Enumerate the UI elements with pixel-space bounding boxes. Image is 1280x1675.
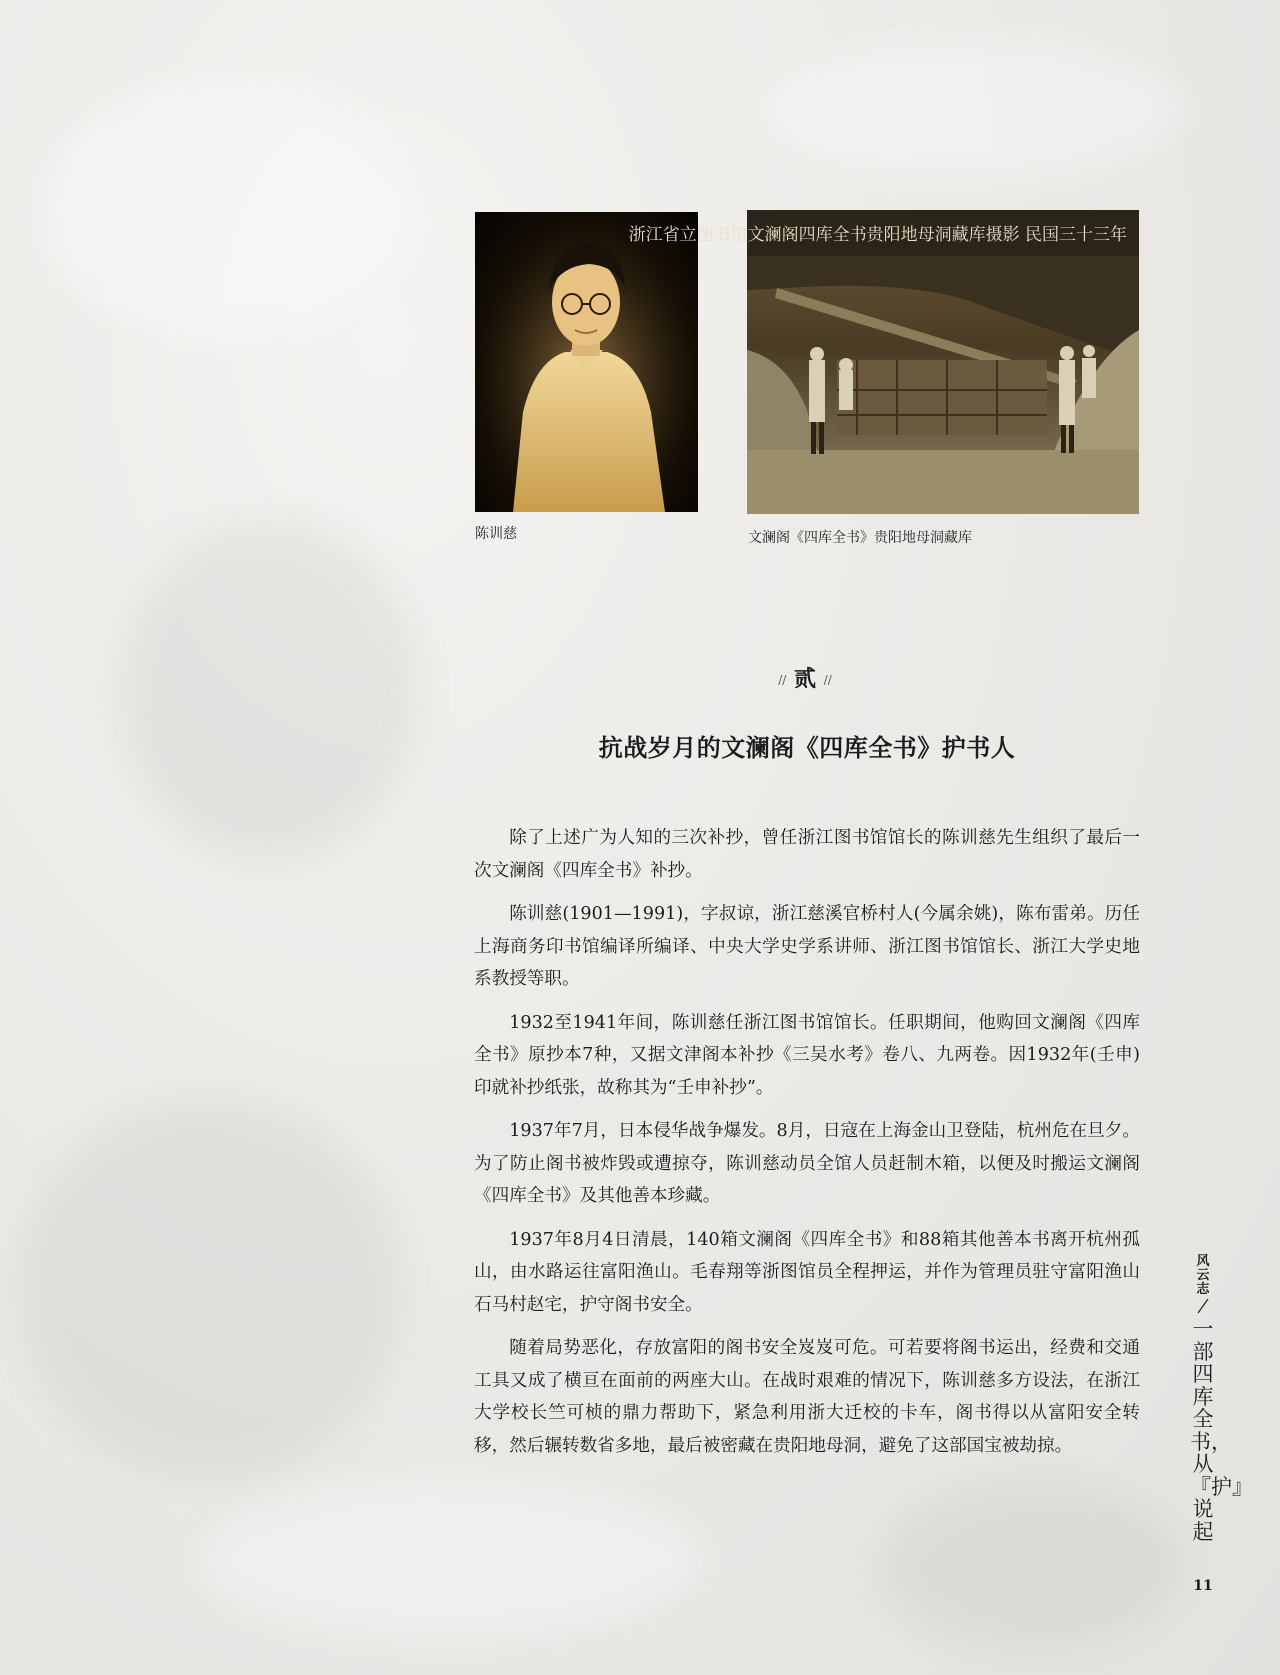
cave-inscription: 浙江省立图书馆文澜阁四库全书贵阳地母洞藏库摄影 民国三十三年 [628,225,1127,245]
article-body [474,822,1140,1473]
paragraph: 除了上述广为人知的三次补抄，曾任浙江图书馆馆长的陈训慈先生组织了最后一次文澜阁《四库全书》补抄。 [474,828,1140,881]
cave-caption: 文澜阁《四库全书》贵阳地母洞藏库 [748,529,972,545]
page-number: 11 [1193,1578,1213,1594]
slash-ornament: // [778,673,787,687]
divider-slash [1196,1298,1210,1314]
portrait-illustration [475,212,698,512]
section-numeral: 贰 [793,666,816,692]
paper-texture [200,1480,700,1640]
paragraph: 陈训慈(1901—1991)，字叔谅，浙江慈溪官桥村人(今属余姚)，陈布雷弟。历任上海商务印书馆编译所编译、中央大学史学系讲师、浙江图书馆馆长、浙江大学史地系教授等职。 [474,904,1140,989]
paragraph: 1937年8月4日清晨，140箱文澜阁《四库全书》和88箱其他善本书离开杭州孤山，由水路运往富阳渔山。毛春翔等浙图馆员全程押运，并作为管理员驻守富阳渔山石马村赵宅，护守阁书安全。 [474,1229,1140,1315]
paper-texture [760,40,1180,180]
running-title: 风云志 [1196,1254,1210,1297]
section-heading: 抗战岁月的文澜阁《四库全书》护书人 [598,733,1016,762]
cave-illustration [628,210,1139,514]
paper-texture [880,1480,1180,1650]
slash-ornament: // [823,673,832,687]
running-subtitle: 一部四库全书，从『护』说起 [1190,1317,1253,1544]
paper-texture [40,80,420,340]
cave-storage-photo [628,210,1139,514]
portrait-caption: 陈训慈 [475,525,517,541]
section-number [760,662,850,693]
paper-texture [20,1100,400,1480]
paragraph: 1932至1941年间，陈训慈任浙江图书馆馆长。任职期间，他购回文澜阁《四库全书》原抄本7种，又据文津阁本补抄《三吴水考》卷八、九两卷。因1932年(壬申)印就补抄纸张，故称其为“壬申补抄”。 [474,1012,1140,1098]
paragraph: 1937年7月，日本侵华战争爆发。8月，日寇在上海金山卫登陆，杭州危在旦夕。为了防止阁书被炸毁或遭掠夺，陈训慈动员全馆人员赶制木箱，以便及时搬运文澜阁《四库全书》及其他善本珍藏。 [474,1121,1140,1206]
paper-texture [120,520,420,860]
portrait-photo [475,212,698,512]
paragraph: 随着局势恶化，存放富阳的阁书安全岌岌可危。可若要将阁书运出，经费和交通工具又成了横亘在面前的两座大山。在战时艰难的情况下，陈训慈多方设法，在浙江大学校长竺可桢的鼎力帮助下，紧急利用浙大迁校的卡车，阁书得以从富阳安全转移，然后辗转数省多地，最后被密藏在贵阳地母洞，避免了这部国宝被劫掠。 [474,1338,1140,1456]
